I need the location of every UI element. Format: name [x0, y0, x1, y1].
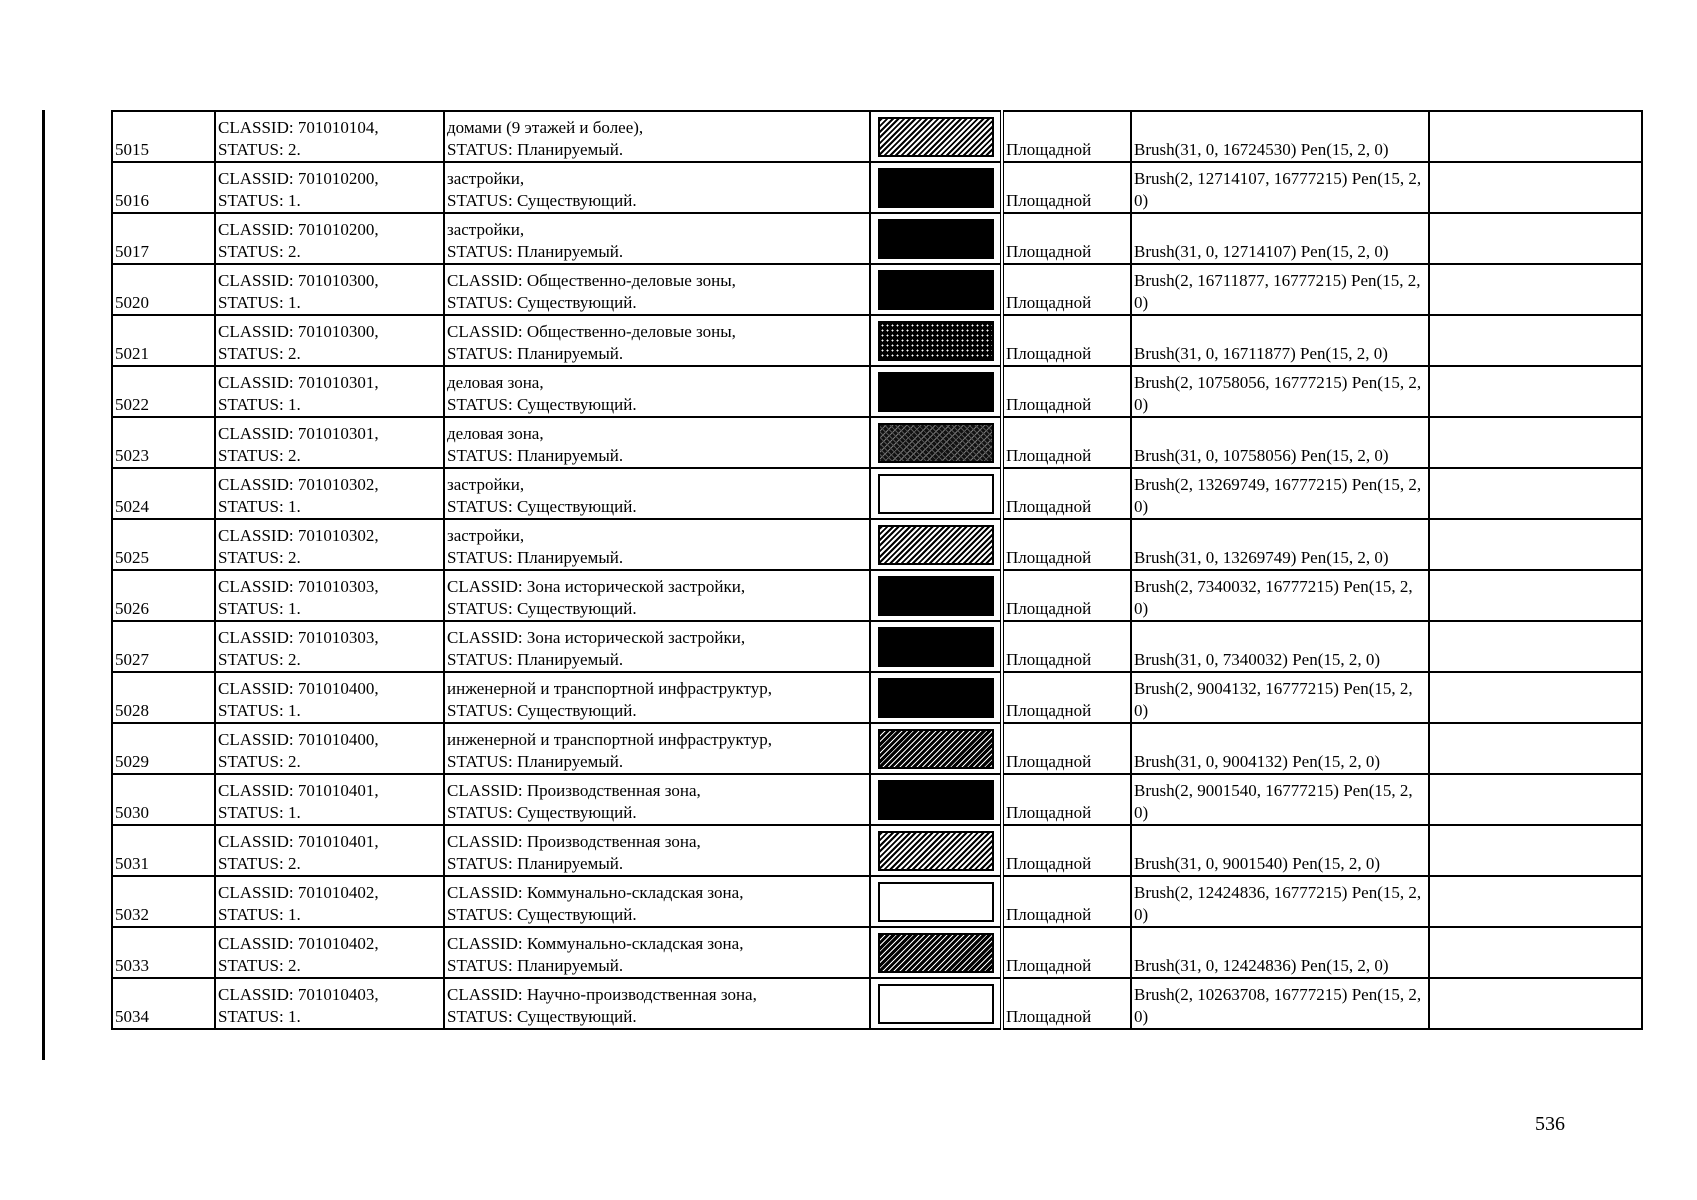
- code-cell: 5031: [112, 825, 215, 876]
- code-cell: 5033: [112, 927, 215, 978]
- type-cell: Площадной: [1002, 876, 1131, 927]
- description-text: CLASSID: Производственная зона,: [447, 781, 701, 800]
- fill-swatch: [878, 576, 994, 616]
- type-cell: Площадной: [1002, 468, 1131, 519]
- style-cell: Brush(31, 0, 9004132) Pen(15, 2, 0): [1131, 723, 1429, 774]
- type-cell: Площадной: [1002, 366, 1131, 417]
- sample-cell: [870, 672, 1002, 723]
- description-cell: [444, 570, 870, 621]
- classid-cell: [215, 468, 444, 519]
- style-cell: Brush(31, 0, 13269749) Pen(15, 2, 0): [1131, 519, 1429, 570]
- table-row: [112, 264, 1642, 315]
- classid-text: CLASSID: 701010300,: [218, 271, 379, 290]
- type-cell: Площадной: [1002, 213, 1131, 264]
- status-num-text: STATUS: 1.: [218, 395, 301, 414]
- status-text: STATUS: Планируемый.: [447, 140, 624, 159]
- description-cell: [444, 315, 870, 366]
- fill-swatch: [878, 270, 994, 310]
- style-cell: Brush(2, 13269749, 16777215) Pen(15, 2, 0): [1131, 468, 1429, 519]
- style-cell: Brush(2, 10263708, 16777215) Pen(15, 2, 0): [1131, 978, 1429, 1029]
- fill-swatch: [878, 525, 994, 565]
- classid-cell: [215, 774, 444, 825]
- style-cell: Brush(2, 12424836, 16777215) Pen(15, 2, 0): [1131, 876, 1429, 927]
- sample-cell: [870, 519, 1002, 570]
- notes-cell: [1429, 315, 1642, 366]
- fill-swatch: [878, 117, 994, 157]
- classid-cell: [215, 927, 444, 978]
- description-text: CLASSID: Научно-производственная зона,: [447, 985, 757, 1004]
- table-row: [112, 366, 1642, 417]
- type-cell: Площадной: [1002, 672, 1131, 723]
- notes-cell: [1429, 978, 1642, 1029]
- classid-cell: [215, 621, 444, 672]
- description-cell: [444, 468, 870, 519]
- code-cell: 5029: [112, 723, 215, 774]
- table-row: [112, 213, 1642, 264]
- fill-swatch: [878, 831, 994, 871]
- code-cell: 5030: [112, 774, 215, 825]
- description-text: домами (9 этажей и более),: [447, 118, 644, 137]
- code-cell: 5023: [112, 417, 215, 468]
- status-text: STATUS: Планируемый.: [447, 446, 624, 465]
- status-num-text: STATUS: 2.: [218, 752, 301, 771]
- code-cell: 5024: [112, 468, 215, 519]
- notes-cell: [1429, 825, 1642, 876]
- description-text: инженерной и транспортной инфраструктур,: [447, 730, 772, 749]
- description-text: CLASSID: Коммунально-складская зона,: [447, 883, 744, 902]
- table-row: [112, 315, 1642, 366]
- sample-cell: [870, 774, 1002, 825]
- status-num-text: STATUS: 1.: [218, 1007, 301, 1026]
- description-cell: [444, 672, 870, 723]
- status-text: STATUS: Планируемый.: [447, 650, 624, 669]
- table-row: [112, 774, 1642, 825]
- style-cell: Brush(31, 0, 12714107) Pen(15, 2, 0): [1131, 213, 1429, 264]
- code-cell: 5026: [112, 570, 215, 621]
- sample-cell: [870, 417, 1002, 468]
- sample-cell: [870, 570, 1002, 621]
- classid-text: CLASSID: 701010300,: [218, 322, 379, 341]
- status-text: STATUS: Планируемый.: [447, 854, 624, 873]
- description-cell: [444, 417, 870, 468]
- notes-cell: [1429, 213, 1642, 264]
- status-num-text: STATUS: 2.: [218, 956, 301, 975]
- sample-cell: [870, 315, 1002, 366]
- status-text: STATUS: Существующий.: [447, 803, 637, 822]
- status-num-text: STATUS: 1.: [218, 191, 301, 210]
- classid-cell: [215, 417, 444, 468]
- style-cell: Brush(2, 10758056, 16777215) Pen(15, 2, 0): [1131, 366, 1429, 417]
- description-text: застройки,: [447, 526, 525, 545]
- description-text: CLASSID: Коммунально-складская зона,: [447, 934, 744, 953]
- notes-cell: [1429, 621, 1642, 672]
- description-text: инженерной и транспортной инфраструктур,: [447, 679, 772, 698]
- classid-cell: [215, 213, 444, 264]
- description-cell: [444, 621, 870, 672]
- table-row: [112, 417, 1642, 468]
- legend-table: [111, 110, 1643, 1030]
- table-row: [112, 468, 1642, 519]
- notes-cell: [1429, 774, 1642, 825]
- description-text: застройки,: [447, 220, 525, 239]
- code-cell: 5015: [112, 111, 215, 162]
- table-row: [112, 519, 1642, 570]
- sample-cell: [870, 264, 1002, 315]
- fill-swatch: [878, 882, 994, 922]
- status-text: STATUS: Планируемый.: [447, 548, 624, 567]
- fill-swatch: [878, 627, 994, 667]
- type-cell: Площадной: [1002, 723, 1131, 774]
- description-text: CLASSID: Производственная зона,: [447, 832, 701, 851]
- status-text: STATUS: Планируемый.: [447, 242, 624, 261]
- status-num-text: STATUS: 2.: [218, 242, 301, 261]
- status-text: STATUS: Существующий.: [447, 701, 637, 720]
- fill-swatch: [878, 984, 994, 1024]
- description-cell: [444, 876, 870, 927]
- table-row: [112, 621, 1642, 672]
- page-number: 536: [1535, 1113, 1565, 1135]
- sample-cell: [870, 876, 1002, 927]
- status-text: STATUS: Существующий.: [447, 191, 637, 210]
- notes-cell: [1429, 366, 1642, 417]
- sample-cell: [870, 978, 1002, 1029]
- status-num-text: STATUS: 1.: [218, 803, 301, 822]
- fill-swatch: [878, 729, 994, 769]
- status-text: STATUS: Планируемый.: [447, 752, 624, 771]
- notes-cell: [1429, 876, 1642, 927]
- status-num-text: STATUS: 2.: [218, 446, 301, 465]
- notes-cell: [1429, 723, 1642, 774]
- code-cell: 5028: [112, 672, 215, 723]
- margin-rule: [42, 110, 45, 1060]
- style-cell: Brush(31, 0, 16711877) Pen(15, 2, 0): [1131, 315, 1429, 366]
- sample-cell: [870, 927, 1002, 978]
- classid-cell: [215, 162, 444, 213]
- status-num-text: STATUS: 1.: [218, 905, 301, 924]
- classid-cell: [215, 978, 444, 1029]
- style-cell: Brush(31, 0, 7340032) Pen(15, 2, 0): [1131, 621, 1429, 672]
- code-cell: 5016: [112, 162, 215, 213]
- classid-text: CLASSID: 701010403,: [218, 985, 379, 1004]
- notes-cell: [1429, 417, 1642, 468]
- status-num-text: STATUS: 2.: [218, 854, 301, 873]
- description-text: CLASSID: Зона исторической застройки,: [447, 577, 746, 596]
- type-cell: Площадной: [1002, 570, 1131, 621]
- style-cell: Brush(31, 0, 16724530) Pen(15, 2, 0): [1131, 111, 1429, 162]
- description-text: застройки,: [447, 169, 525, 188]
- fill-swatch: [878, 321, 994, 361]
- style-cell: Brush(31, 0, 12424836) Pen(15, 2, 0): [1131, 927, 1429, 978]
- description-text: деловая зона,: [447, 373, 544, 392]
- classid-text: CLASSID: 701010301,: [218, 373, 379, 392]
- description-cell: [444, 213, 870, 264]
- type-cell: Площадной: [1002, 519, 1131, 570]
- table-row: [112, 978, 1642, 1029]
- style-cell: Brush(2, 9004132, 16777215) Pen(15, 2, 0): [1131, 672, 1429, 723]
- classid-text: CLASSID: 701010400,: [218, 730, 379, 749]
- classid-cell: [215, 264, 444, 315]
- style-cell: Brush(2, 7340032, 16777215) Pen(15, 2, 0): [1131, 570, 1429, 621]
- status-text: STATUS: Планируемый.: [447, 344, 624, 363]
- fill-swatch: [878, 423, 994, 463]
- description-text: деловая зона,: [447, 424, 544, 443]
- table-row: [112, 570, 1642, 621]
- status-num-text: STATUS: 1.: [218, 701, 301, 720]
- classid-cell: [215, 876, 444, 927]
- sample-cell: [870, 825, 1002, 876]
- sample-cell: [870, 213, 1002, 264]
- notes-cell: [1429, 468, 1642, 519]
- code-cell: 5027: [112, 621, 215, 672]
- legend-table-body: [112, 111, 1642, 1029]
- type-cell: Площадной: [1002, 621, 1131, 672]
- description-cell: [444, 162, 870, 213]
- description-cell: [444, 825, 870, 876]
- status-text: STATUS: Существующий.: [447, 497, 637, 516]
- table-row: [112, 876, 1642, 927]
- status-num-text: STATUS: 1.: [218, 497, 301, 516]
- classid-cell: [215, 519, 444, 570]
- type-cell: Площадной: [1002, 774, 1131, 825]
- description-cell: [444, 366, 870, 417]
- fill-swatch: [878, 780, 994, 820]
- code-cell: 5025: [112, 519, 215, 570]
- description-cell: [444, 927, 870, 978]
- classid-text: CLASSID: 701010402,: [218, 934, 379, 953]
- classid-text: CLASSID: 701010401,: [218, 832, 379, 851]
- status-text: STATUS: Существующий.: [447, 395, 637, 414]
- classid-cell: [215, 111, 444, 162]
- table-row: [112, 162, 1642, 213]
- classid-cell: [215, 723, 444, 774]
- code-cell: 5020: [112, 264, 215, 315]
- type-cell: Площадной: [1002, 162, 1131, 213]
- classid-cell: [215, 825, 444, 876]
- status-num-text: STATUS: 2.: [218, 548, 301, 567]
- description-cell: [444, 774, 870, 825]
- notes-cell: [1429, 672, 1642, 723]
- classid-cell: [215, 570, 444, 621]
- type-cell: Площадной: [1002, 111, 1131, 162]
- classid-text: CLASSID: 701010200,: [218, 169, 379, 188]
- code-cell: 5034: [112, 978, 215, 1029]
- notes-cell: [1429, 570, 1642, 621]
- fill-swatch: [878, 372, 994, 412]
- classid-text: CLASSID: 701010303,: [218, 628, 379, 647]
- classid-cell: [215, 315, 444, 366]
- classid-text: CLASSID: 701010302,: [218, 526, 379, 545]
- description-text: CLASSID: Общественно-деловые зоны,: [447, 322, 736, 341]
- status-text: STATUS: Существующий.: [447, 905, 637, 924]
- status-num-text: STATUS: 2.: [218, 650, 301, 669]
- description-cell: [444, 723, 870, 774]
- code-cell: 5017: [112, 213, 215, 264]
- classid-text: CLASSID: 701010401,: [218, 781, 379, 800]
- description-cell: [444, 978, 870, 1029]
- description-text: CLASSID: Общественно-деловые зоны,: [447, 271, 736, 290]
- status-text: STATUS: Существующий.: [447, 293, 637, 312]
- fill-swatch: [878, 474, 994, 514]
- classid-text: CLASSID: 701010400,: [218, 679, 379, 698]
- status-num-text: STATUS: 2.: [218, 344, 301, 363]
- code-cell: 5022: [112, 366, 215, 417]
- status-text: STATUS: Существующий.: [447, 1007, 637, 1026]
- sample-cell: [870, 723, 1002, 774]
- style-cell: Brush(2, 9001540, 16777215) Pen(15, 2, 0): [1131, 774, 1429, 825]
- status-num-text: STATUS: 1.: [218, 599, 301, 618]
- table-row: [112, 723, 1642, 774]
- style-cell: Brush(2, 16711877, 16777215) Pen(15, 2, 0): [1131, 264, 1429, 315]
- fill-swatch: [878, 933, 994, 973]
- style-cell: Brush(31, 0, 9001540) Pen(15, 2, 0): [1131, 825, 1429, 876]
- table-row: [112, 111, 1642, 162]
- type-cell: Площадной: [1002, 927, 1131, 978]
- status-num-text: STATUS: 2.: [218, 140, 301, 159]
- classid-text: CLASSID: 701010104,: [218, 118, 379, 137]
- style-cell: Brush(2, 12714107, 16777215) Pen(15, 2, 0): [1131, 162, 1429, 213]
- fill-swatch: [878, 678, 994, 718]
- classid-text: CLASSID: 701010301,: [218, 424, 379, 443]
- type-cell: Площадной: [1002, 264, 1131, 315]
- status-text: STATUS: Планируемый.: [447, 956, 624, 975]
- fill-swatch: [878, 219, 994, 259]
- sample-cell: [870, 162, 1002, 213]
- notes-cell: [1429, 264, 1642, 315]
- description-cell: [444, 111, 870, 162]
- type-cell: Площадной: [1002, 978, 1131, 1029]
- status-num-text: STATUS: 1.: [218, 293, 301, 312]
- classid-text: CLASSID: 701010200,: [218, 220, 379, 239]
- fill-swatch: [878, 168, 994, 208]
- classid-text: CLASSID: 701010303,: [218, 577, 379, 596]
- status-text: STATUS: Существующий.: [447, 599, 637, 618]
- classid-text: CLASSID: 701010302,: [218, 475, 379, 494]
- table-row: [112, 825, 1642, 876]
- notes-cell: [1429, 519, 1642, 570]
- description-text: застройки,: [447, 475, 525, 494]
- description-text: CLASSID: Зона исторической застройки,: [447, 628, 746, 647]
- type-cell: Площадной: [1002, 825, 1131, 876]
- sample-cell: [870, 366, 1002, 417]
- code-cell: 5021: [112, 315, 215, 366]
- notes-cell: [1429, 162, 1642, 213]
- table-row: [112, 672, 1642, 723]
- style-cell: Brush(31, 0, 10758056) Pen(15, 2, 0): [1131, 417, 1429, 468]
- description-cell: [444, 264, 870, 315]
- notes-cell: [1429, 927, 1642, 978]
- notes-cell: [1429, 111, 1642, 162]
- description-cell: [444, 519, 870, 570]
- classid-text: CLASSID: 701010402,: [218, 883, 379, 902]
- sample-cell: [870, 111, 1002, 162]
- type-cell: Площадной: [1002, 315, 1131, 366]
- sample-cell: [870, 621, 1002, 672]
- table-row: [112, 927, 1642, 978]
- classid-cell: [215, 366, 444, 417]
- type-cell: Площадной: [1002, 417, 1131, 468]
- code-cell: 5032: [112, 876, 215, 927]
- sample-cell: [870, 468, 1002, 519]
- classid-cell: [215, 672, 444, 723]
